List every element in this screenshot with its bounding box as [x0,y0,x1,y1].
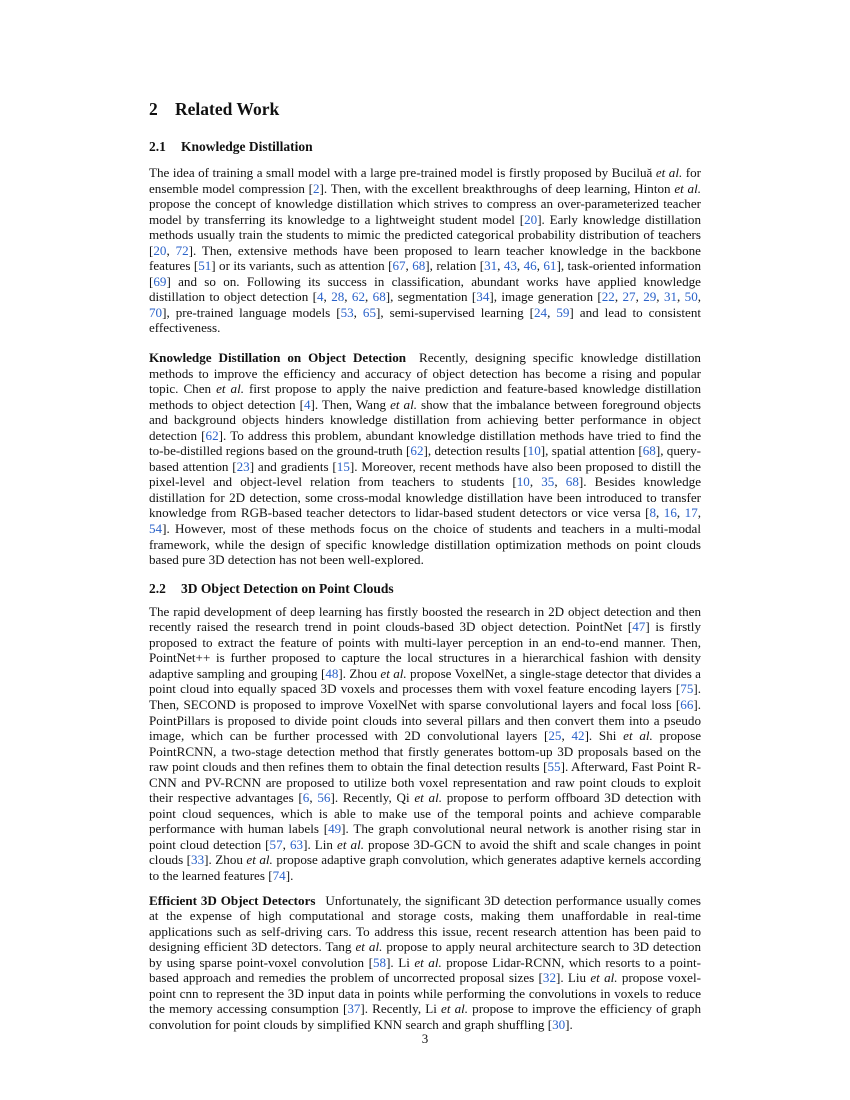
subsection-title: 3D Object Detection on Point Clouds [181,580,394,596]
subsection-title: Knowledge Distillation [181,139,313,154]
paragraph-efficient-detectors [149,893,701,1033]
subsection-heading-knowledge-distillation [149,138,701,155]
subsection-number: 2.2 [149,580,166,596]
paragraph-heading: Efficient 3D Object Detectors [149,892,316,908]
section-title: Related Work [175,99,280,119]
paragraph-body: Recently, designing specific knowledge distillation methods to improve the efficiency and accuracy of object detection has become a rising and popular topic. Chen et al. first propose to apply the naive prediction and feature-based knowledge distillation methods to object detection [4]. Then, Wang et al. show that the imbalance between foreground objects and background objects hinders knowledge distillation from achieving better performance in object detection [62]. To address this problem, abundant knowledge distillation methods have tried to find the to-be-distilled regions based on the ground-truth [62], detection results [10], spatial attention [68], query-based attention [23] and gradients [15]. Moreover, recent methods have also been proposed to distill the pixel-level and object-level relation from teachers to students [10, 35, 68]. Besides knowledge distillation for 2D detection, some cross-modal knowledge distillation have been introduced to transfer knowledge from RGB-based teacher detectors to lidar-based student detectors or vice versa [8, 16, 17, 54]. However, most of these methods focus on the choice of students and teachers in a multi-modal framework, while the design of specific knowledge distillation optimization methods on point clouds based pure 3D detection has not been well-explored. [149,350,702,568]
section-heading [149,98,701,120]
paragraph-kd-object-detection [149,350,701,568]
paragraph-3d-detection: The rapid development of deep learning has firstly boosted the research in 2D object detection and then recently raised the research trend in point clouds-based 3D object detection. PointNet [47] is firstly proposed to extract the feature of points with multi-layer perception in an end-to-end manner. Then, PointNet++ is further proposed to capture the local structures in a hierarchical fashion with density adaptive sampling and grouping [48]. Zhou et al. propose VoxelNet, a single-stage detector that divides a point cloud into equally spaced 3D voxels and processes them with voxel feature encoding layers [75]. Then, SECOND is proposed to improve VoxelNet with sparse convolutional layers and focal loss [66]. PointPillars is proposed to divide point clouds into several pillars and then convert them into a pseudo image, which can be further processed with 2D convolutional layers [25, 42]. Shi et al. propose PointRCNN, a two-stage detection method that firstly generates bottom-up 3D proposals based on the raw point clouds and then refines them to obtain the final detection results [55]. Afterward, Fast Point R-CNN and PV-RCNN are proposed to utilize both voxel representation and raw point clouds to exploit their respective advantages [6, 56]. Recently, Qi et al. propose to perform offboard 3D detection with point cloud sequences, which is able to make use of the temporal points and achieve comparable performance with human labels [49]. The graph convolutional neural network is another rising star in point cloud detection [57, 63]. Lin et al. propose 3D-GCN to avoid the shift and scale changes in point clouds [33]. Zhou et al. propose adaptive graph convolution, which generates adaptive kernels according to the learned features [74]. [149,603,702,883]
subsection-heading-3d-detection [149,580,701,597]
paragraph-body: Unfortunately, the significant 3D detection performance usually comes at the expense of high computational and storage costs, making them unaffordable in real-time applications such as self-driving cars. To address this issue, recent research attention has been paid to designing efficient 3D detectors. Tang et al. propose to apply neural architecture search to 3D detection by using sparse point-voxel convolution [58]. Li et al. propose Lidar-RCNN, which resorts to a point-based approach and remedies the problem of uncorrected proposal sizes [32]. Liu et al. propose voxel-point cnn to represent the 3D input data in points while performing the convolutions in voxels to reduce the memory accessing consumption [37]. Recently, Li et al. propose to improve the efficiency of graph convolution for point clouds by simplified KNN search and graph shuffling [30]. [149,892,702,1032]
paper-page [149,98,701,1032]
paragraph-kd-intro: The idea of training a small model with a large pre-trained model is firstly proposed by Buciluă et al. for ensemble model compression [2]. Then, with the excellent breakthroughs of deep learning, Hinton et al. propose the concept of knowledge distillation which strives to compress an over-parameterized teacher model by transferring its knowledge to a lightweight student model [20]. Early knowledge distillation methods usually train the students to mimic the predicted categorical probability distribution of teachers [20, 72]. Then, extensive methods have been proposed to learn teacher knowledge in the backbone features [51] or its variants, such as attention [67, 68], relation [31, 43, 46, 61], task-oriented information [69] and so on. Following its success in classification, abundant works have applied knowledge distillation to object detection [4, 28, 62, 68], segmentation [34], image generation [22, 27, 29, 31, 50, 70], pre-trained language models [53, 65], semi-supervised learning [24, 59] and lead to consistent effectiveness. [149,165,702,336]
paragraph-heading: Knowledge Distillation on Object Detection [149,350,407,366]
page-number: 3 [421,1031,429,1046]
section-number: 2 [149,99,158,119]
subsection-number: 2.1 [149,139,166,154]
